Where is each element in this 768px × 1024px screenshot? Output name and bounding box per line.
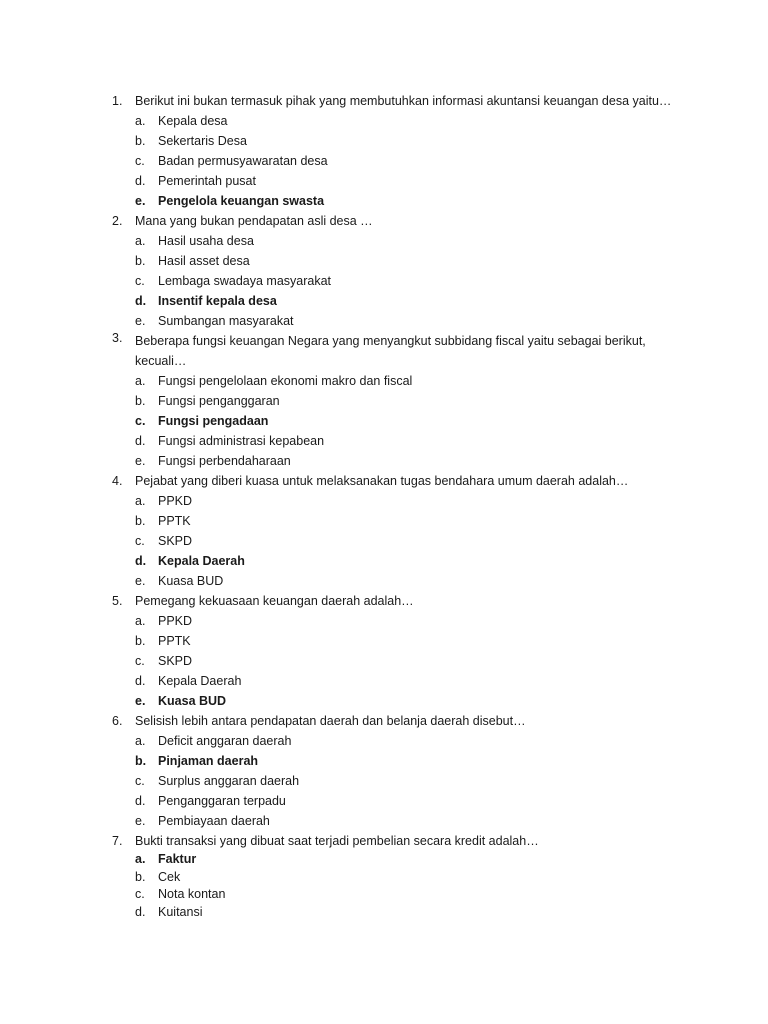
- answer-option: [0, 171, 768, 191]
- option-letter: e.: [135, 194, 146, 208]
- option-letter: d.: [135, 174, 146, 188]
- option-text: SKPD: [158, 654, 193, 668]
- option-text: Pinjaman daerah: [158, 754, 259, 768]
- question-text: Pemegang kekuasaan keuangan daerah adalah…: [135, 594, 414, 608]
- option-letter: d.: [135, 794, 146, 808]
- option-text: Cek: [158, 869, 181, 884]
- question-number: 7.: [112, 834, 123, 848]
- option-letter: c.: [135, 154, 145, 168]
- answer-option: [0, 631, 768, 651]
- answer-option: [0, 271, 768, 291]
- option-text: Lembaga swadaya masyarakat: [158, 274, 332, 288]
- option-text: Badan permusyawaratan desa: [158, 154, 328, 168]
- answer-option: [0, 131, 768, 151]
- answer-option: [0, 491, 768, 511]
- question-6: [0, 711, 768, 831]
- option-text: SKPD: [158, 534, 193, 548]
- answer-option: [0, 391, 768, 411]
- option-text: Kuasa BUD: [158, 574, 224, 588]
- option-letter: c.: [135, 774, 145, 788]
- question-line: [0, 471, 768, 491]
- option-letter: a.: [135, 852, 146, 866]
- question-number: 2.: [112, 214, 123, 228]
- answer-option-correct: [0, 191, 768, 211]
- option-text: Kepala Daerah: [158, 554, 245, 568]
- answer-option-correct: [0, 691, 768, 711]
- option-letter: e.: [135, 694, 146, 708]
- answer-option: [0, 251, 768, 271]
- option-letter: c.: [135, 654, 145, 668]
- option-letter: a.: [135, 494, 146, 508]
- option-letter: a.: [135, 374, 146, 388]
- answer-option: [0, 531, 768, 551]
- option-letter: b.: [135, 134, 146, 148]
- option-text: Kepala desa: [158, 114, 228, 128]
- answer-option: [0, 231, 768, 251]
- question-number: 5.: [112, 594, 123, 608]
- question-line: [0, 331, 768, 371]
- option-text: Fungsi perbendaharaan: [158, 454, 291, 468]
- question-number: 3.: [112, 331, 123, 345]
- option-letter: c.: [135, 414, 146, 428]
- option-text: Kepala Daerah: [158, 674, 242, 688]
- option-text: Fungsi pengadaan: [158, 414, 269, 428]
- answer-option: [0, 771, 768, 791]
- option-text: Hasil asset desa: [158, 254, 250, 268]
- option-letter: a.: [135, 614, 146, 628]
- answer-option: [0, 731, 768, 751]
- option-letter: e.: [135, 574, 146, 588]
- option-letter: d.: [135, 294, 147, 308]
- option-text: PPKD: [158, 494, 193, 508]
- question-line: [0, 211, 768, 231]
- option-text: Pemerintah pusat: [158, 174, 256, 188]
- option-letter: b.: [135, 254, 146, 268]
- question-4: [0, 471, 768, 591]
- answer-option: [0, 811, 768, 831]
- question-line: [0, 591, 768, 611]
- option-text: Pembiayaan daerah: [158, 814, 270, 828]
- answer-option: [0, 311, 768, 331]
- question-text: Beberapa fungsi keuangan Negara yang menyangkut subbidang fiscal yaitu sebagai berikut, kecuali…: [135, 334, 646, 368]
- option-text: Kuitansi: [158, 904, 203, 919]
- answer-option: [0, 511, 768, 531]
- question-number: 1.: [112, 94, 123, 108]
- answer-option-correct: [0, 851, 768, 869]
- question-number: 6.: [112, 714, 123, 728]
- question-list: [0, 91, 768, 921]
- option-letter: c.: [135, 887, 145, 902]
- option-text: Sumbangan masyarakat: [158, 314, 294, 328]
- question-line: [0, 91, 768, 111]
- option-text: Fungsi administrasi kepabean: [158, 434, 325, 448]
- option-letter: b.: [135, 394, 146, 408]
- answer-option: [0, 791, 768, 811]
- question-7: [0, 831, 768, 921]
- answer-option: [0, 611, 768, 631]
- answer-option-correct: [0, 751, 768, 771]
- option-text: PPTK: [158, 634, 191, 648]
- option-text: Kuasa BUD: [158, 694, 227, 708]
- option-letter: a.: [135, 114, 146, 128]
- question-text: Berikut ini bukan termasuk pihak yang membutuhkan informasi akuntansi keuangan desa yaitu…: [135, 94, 672, 108]
- option-letter: a.: [135, 234, 146, 248]
- option-letter: d.: [135, 434, 146, 448]
- option-text: Nota kontan: [158, 887, 226, 902]
- question-text: Mana yang bukan pendapatan asli desa …: [135, 214, 373, 228]
- option-letter: d.: [135, 904, 146, 919]
- question-2: [0, 211, 768, 331]
- question-number: 4.: [112, 474, 123, 488]
- option-text: Hasil usaha desa: [158, 234, 254, 248]
- option-letter: c.: [135, 534, 145, 548]
- option-letter: c.: [135, 274, 145, 288]
- answer-option-correct: [0, 551, 768, 571]
- answer-option: [0, 451, 768, 471]
- answer-option: [0, 151, 768, 171]
- question-line: [0, 711, 768, 731]
- answer-option-correct: [0, 411, 768, 431]
- option-letter: a.: [135, 734, 146, 748]
- question-line: [0, 831, 768, 851]
- answer-option-correct: [0, 291, 768, 311]
- answer-option: [0, 431, 768, 451]
- answer-option: [0, 111, 768, 131]
- option-letter: e.: [135, 314, 146, 328]
- option-text: Faktur: [158, 852, 197, 866]
- option-letter: e.: [135, 814, 146, 828]
- question-3: [0, 331, 768, 471]
- answer-option: [0, 886, 768, 904]
- option-text: Sekertaris Desa: [158, 134, 247, 148]
- answer-option: [0, 671, 768, 691]
- option-letter: b.: [135, 514, 146, 528]
- option-text: Pengelola keuangan swasta: [158, 194, 325, 208]
- option-letter: d.: [135, 674, 146, 688]
- option-text: Penganggaran terpadu: [158, 794, 286, 808]
- option-text: PPTK: [158, 514, 191, 528]
- question-5: [0, 591, 768, 711]
- answer-option: [0, 571, 768, 591]
- option-text: Deficit anggaran daerah: [158, 734, 292, 748]
- option-text: PPKD: [158, 614, 193, 628]
- option-letter: b.: [135, 869, 146, 884]
- question-1: [0, 91, 768, 211]
- answer-option: [0, 371, 768, 391]
- option-letter: e.: [135, 454, 146, 468]
- option-letter: d.: [135, 554, 147, 568]
- option-text: Fungsi penganggaran: [158, 394, 280, 408]
- answer-option: [0, 651, 768, 671]
- option-letter: b.: [135, 634, 146, 648]
- answer-option: [0, 904, 768, 922]
- option-text: Insentif kepala desa: [158, 294, 277, 308]
- option-text: Fungsi pengelolaan ekonomi makro dan fiscal: [158, 374, 413, 388]
- question-text: Pejabat yang diberi kuasa untuk melaksanakan tugas bendahara umum daerah adalah…: [135, 474, 629, 488]
- question-text: Bukti transaksi yang dibuat saat terjadi pembelian secara kredit adalah…: [135, 834, 539, 848]
- option-letter: b.: [135, 754, 147, 768]
- answer-option: [0, 869, 768, 887]
- option-text: Surplus anggaran daerah: [158, 774, 300, 788]
- question-text: Selisish lebih antara pendapatan daerah dan belanja daerah disebut…: [135, 714, 526, 728]
